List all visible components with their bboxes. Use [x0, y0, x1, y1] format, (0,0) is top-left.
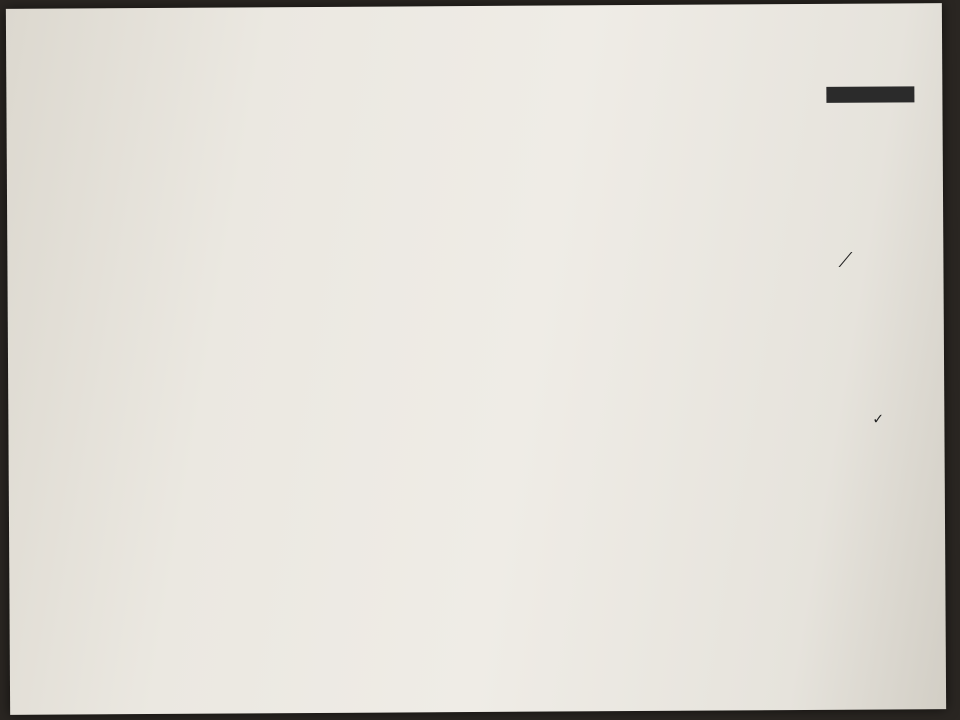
handwritten-mark: ⟋	[838, 247, 853, 272]
results-sheet	[6, 3, 946, 715]
handwritten-check: ✓	[872, 411, 885, 428]
platzierung-header	[826, 86, 914, 103]
results-table	[6, 3, 942, 9]
page-title	[196, 42, 756, 45]
